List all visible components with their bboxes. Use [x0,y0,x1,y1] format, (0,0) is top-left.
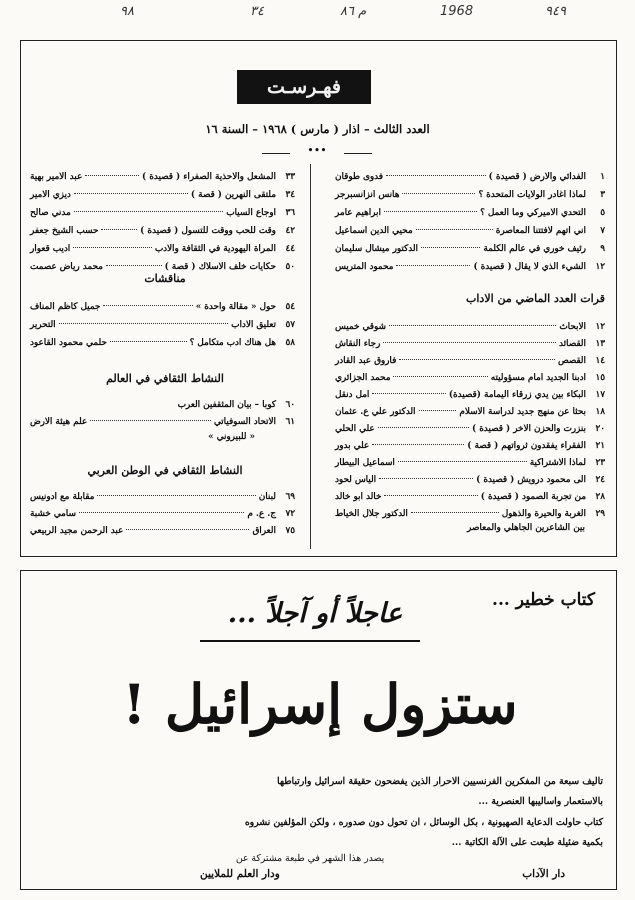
entry-title: القصائد [558,339,589,349]
page-number: ١٨ [595,407,605,417]
discussion-entry [30,338,295,348]
dot-leader [101,229,137,230]
dot-leader [126,529,249,530]
readings-entry [335,339,605,349]
readings-entry [335,322,605,332]
entry-title: العراق [252,526,279,536]
handwritten-note-3: م ٨٦ [340,4,367,19]
toc-entry [335,226,605,236]
page-number: ٦٩ [285,492,295,502]
publisher-dar-alilm: ودار العلم للملايين [200,868,280,880]
arab-entry [30,509,295,519]
dot-leader [399,359,555,360]
entry-author: علي بدور [335,441,370,451]
page-number: ٣٦ [285,208,295,218]
column-divider [310,164,311,549]
toc-entry [335,172,605,182]
entry-title: الى محمود درويش ( قصيدة ) [476,475,589,485]
dot-leader [79,512,244,513]
arab-entry [30,492,295,502]
entry-author: ابراهيم عامر [335,208,381,218]
entry-author: الدكتور علي ع. عثمان [335,407,416,417]
readings-extra-line: بين الشاعرين الجاهلي والمعاصر [467,523,585,533]
entry-author: هانس انزانسبرجر [335,190,400,200]
dot-leader [384,211,477,212]
ad-rule [200,640,420,642]
entry-title: لماذا اغادر الولايات المتحدة ؟ [478,190,589,200]
toc-entry [30,262,295,272]
page-number: ٥٨ [285,338,295,348]
page-number: ٥ [600,208,605,218]
entry-title: من تجربة الصمود ( قصيدة ) [480,492,589,502]
ad-big-title: ستزول إسرائيل ! [122,672,518,736]
readings-entry [335,458,605,468]
handwritten-note-1: ٩٨ [120,4,134,19]
handwritten-note-5: ٩٤٩ [545,4,566,19]
entry-title: كوبا – بيان المثقفين العرب [177,400,279,410]
dot-leader [421,247,480,248]
page-number: ٢٤ [595,475,605,485]
dot-leader [103,305,192,306]
readings-entry [335,475,605,485]
toc-entry [30,172,295,182]
entry-title: الفدائي والارض ( قصيدة ) [488,172,589,182]
page-number: ٣٣ [285,172,295,182]
ad-body-line-1: تاليف سبعة من المفكرين الفرنسيين الاحرار الذين يفضحون حقيقة اسرائيل وارتباطها [277,776,603,787]
entry-title: البكاء بين يدي زرقاء اليمامة (قصيدة) [448,390,589,400]
page-number: ٤٤ [285,244,295,254]
entry-author: فدوى طوقان [335,172,383,182]
discussion-entry [30,302,295,312]
entry-author: عبد الامير بهية [30,172,83,182]
dot-leader [73,247,152,248]
entry-title: وقت للحب ووقت للتسول ( قصيدة ) [140,226,279,236]
world-entry [30,417,295,427]
entry-title: الاتحاد السوفياتي [213,417,279,427]
entry-author: محمود المتريس [335,262,394,272]
entry-title: حول « مقالة واحدة » [195,302,279,312]
entry-author: رجاء النقاش [335,339,381,349]
page-number: ٥٤ [285,302,295,312]
dot-leader [110,341,187,342]
entry-author: فاروق عبد القادر [335,356,397,366]
entry-title: المشعل والاحذية الصفراء ( قصيدة ) [142,172,279,182]
entry-title: هل هناك ادب متكامل ؟ [189,338,279,348]
readings-entry [335,492,605,502]
ad-body-line-4: بكمية ضئيلة طبعت على الآلة الكاتبة ... [451,837,603,848]
page-number: ٥٧ [285,320,295,330]
arab-entry [30,526,295,536]
entry-title: اوجاع السياب [226,208,279,218]
dot-leader [402,193,475,194]
dot-leader [97,495,255,496]
entry-title: الشيء الذي لا يقال ( قصيدة ) [473,262,589,272]
page-number: ٢٣ [595,458,605,468]
page-number: ١٢ [595,322,605,332]
readings-entry [335,407,605,417]
masthead-title: فهـرسـت [237,70,371,104]
section-title-arab: النشاط الثقافي في الوطن العربي [87,464,243,477]
dot-leader [90,420,211,421]
entry-author: الدكتور ميشال سليمان [335,244,418,254]
entry-title: تعليق الاداب [231,320,279,330]
toc-entry [30,208,295,218]
entry-author: شوقي خميس [335,322,386,332]
entry-title: بحثا عن منهج جديد لدراسة الاسلام [459,407,589,417]
page-number: ٧٢ [285,509,295,519]
page-number: ٦٠ [285,400,295,410]
page-number: ٢٨ [595,492,605,502]
handwritten-note-4: 1968 [440,4,474,19]
toc-entry [30,190,295,200]
page-number: ١٧ [595,390,605,400]
entry-title: ادبنا الجديد امام مسؤوليته [490,373,589,383]
entry-title: ج. ع. م [247,509,279,519]
entry-title: القصص [557,356,589,366]
entry-author: التحرير [30,320,56,330]
entry-title: اني اتهم لافتتنا المعاصرة [495,226,589,236]
entry-title: حكايات خلف الاسلاك ( قصة ) [164,262,279,272]
page-number: ١٣ [595,339,605,349]
dot-leader [74,193,188,194]
entry-title: لبنان [258,492,279,502]
entry-author: الياس لحود [335,475,377,485]
entry-author: مدني صالح [30,208,71,218]
page-number: ٣ [600,190,605,200]
toc-entry [335,244,605,254]
page-number: ٥٠ [285,262,295,272]
entry-author: ديزي الامير [30,190,71,200]
toc-entry [30,226,295,236]
readings-entry [335,441,605,451]
discussion-entry [30,320,295,330]
entry-author: مقابلة مع ادونيس [30,492,95,502]
dot-leader [386,175,486,176]
entry-author: محيي الدين اسماعيل [335,226,413,236]
dot-leader [393,376,487,377]
entry-author: محمد الجزائري [335,373,391,383]
dot-leader [372,444,464,445]
page-number: ٢٩ [595,509,605,519]
dot-leader [383,342,556,343]
ad-line-sooner-or-later: عاجلاً أو آجلاً ... [227,598,403,629]
ad-body-line-3: كتاب حاولت الدعاية الصهيونية ، بكل الوسائل ، ان تحول دون صدوره ، ولكن المؤلفين نشروه [244,817,603,828]
ornament-divider: ••• [262,146,372,160]
readings-entry [335,373,605,383]
dot-leader [59,323,229,324]
page-number: ٦١ [285,417,295,427]
dot-leader [372,393,446,394]
dot-leader [384,495,477,496]
entry-author: خالد ابو خالد [335,492,382,502]
entry-title: الفقراء يفقدون ثرواتهم ( قصة ) [467,441,589,451]
entry-author: الدكتور جلال الخياط [335,509,408,519]
page-number: ٧ [600,226,605,236]
readings-entry [335,356,605,366]
section-title-world: النشاط الثقافي في العالم [106,372,224,385]
publisher-dar-aladab: دار الآداب [522,868,565,880]
dot-leader [106,265,162,266]
toc-entry [335,262,605,272]
toc-entry [335,208,605,218]
dot-leader [389,325,556,326]
entry-author: امل دنقل [335,390,370,400]
handwritten-note-2: ٣٤ [250,4,264,19]
toc-entry [335,190,605,200]
world-extra-line: « للبيروني » [208,432,255,442]
page-number: ٣٤ [285,190,295,200]
dot-leader [396,265,470,266]
entry-title: الغربة والحيرة والذهول [501,509,589,519]
dot-leader [411,512,499,513]
entry-author: سامي خشبة [30,509,76,519]
entry-author: حلمي محمود القاعود [30,338,107,348]
page-number: ٢٠ [595,424,605,434]
ad-footer-note: يصدر هذا الشهر في طبعة مشتركة عن [235,853,385,864]
world-entry [30,400,295,410]
entry-title: لماذا الاشتراكية [529,458,589,468]
entry-author: عبد الرحمن مجيد الربيعي [30,526,124,536]
entry-author: جميل كاظم المناف [30,302,101,312]
issue-line: العدد الثالث – اذار ( مارس ) ١٩٦٨ – السنة ١٦ [205,122,430,136]
readings-entry [335,424,605,434]
page-number: ١٥ [595,373,605,383]
section-title-discussions: مناقشات [144,272,186,285]
entry-title: التحدي الاميركي وما العمل ؟ [480,208,589,218]
toc-entry [30,244,295,254]
page-number: ١ [600,172,605,182]
entry-title: المراة اليهودية في الثقافة والادب [154,244,279,254]
readings-entry [335,509,605,519]
page-number: ٢١ [595,441,605,451]
entry-title: بنزرت والحزن الاخر ( قصيدة ) [471,424,589,434]
dot-leader [85,175,139,176]
section-title-readings: قرات العدد الماضي من الاداب [466,292,605,305]
page-number: ١٤ [595,356,605,366]
entry-title: رئيف خوري في عالم الكلمة [483,244,589,254]
dot-leader [419,410,457,411]
entry-title: ملتقى النهرين ( قصة ) [190,190,279,200]
entry-author: اسماعيل البيطار [335,458,395,468]
ad-body-line-2: بالاستعمار واساليبها العنصرية ... [478,796,603,807]
dot-leader [398,461,527,462]
entry-author: اديب قعوار [30,244,71,254]
page-number: ١٢ [595,262,605,272]
page-number: ٩ [600,244,605,254]
entry-title: الابحاث [559,322,589,332]
readings-entry [335,390,605,400]
dot-leader [74,211,224,212]
ad-headline: كتاب خطير ... [492,590,595,610]
entry-author: محمد رياض عصمت [30,262,103,272]
entry-author: علم هيئة الارض [30,417,88,427]
page-number: ٧٥ [285,526,295,536]
page-number: ٤٢ [285,226,295,236]
entry-author: حسب الشيخ جعفر [30,226,99,236]
dot-leader [378,427,469,428]
dot-leader [416,229,493,230]
dot-leader [379,478,473,479]
entry-author: علي الحلي [335,424,375,434]
